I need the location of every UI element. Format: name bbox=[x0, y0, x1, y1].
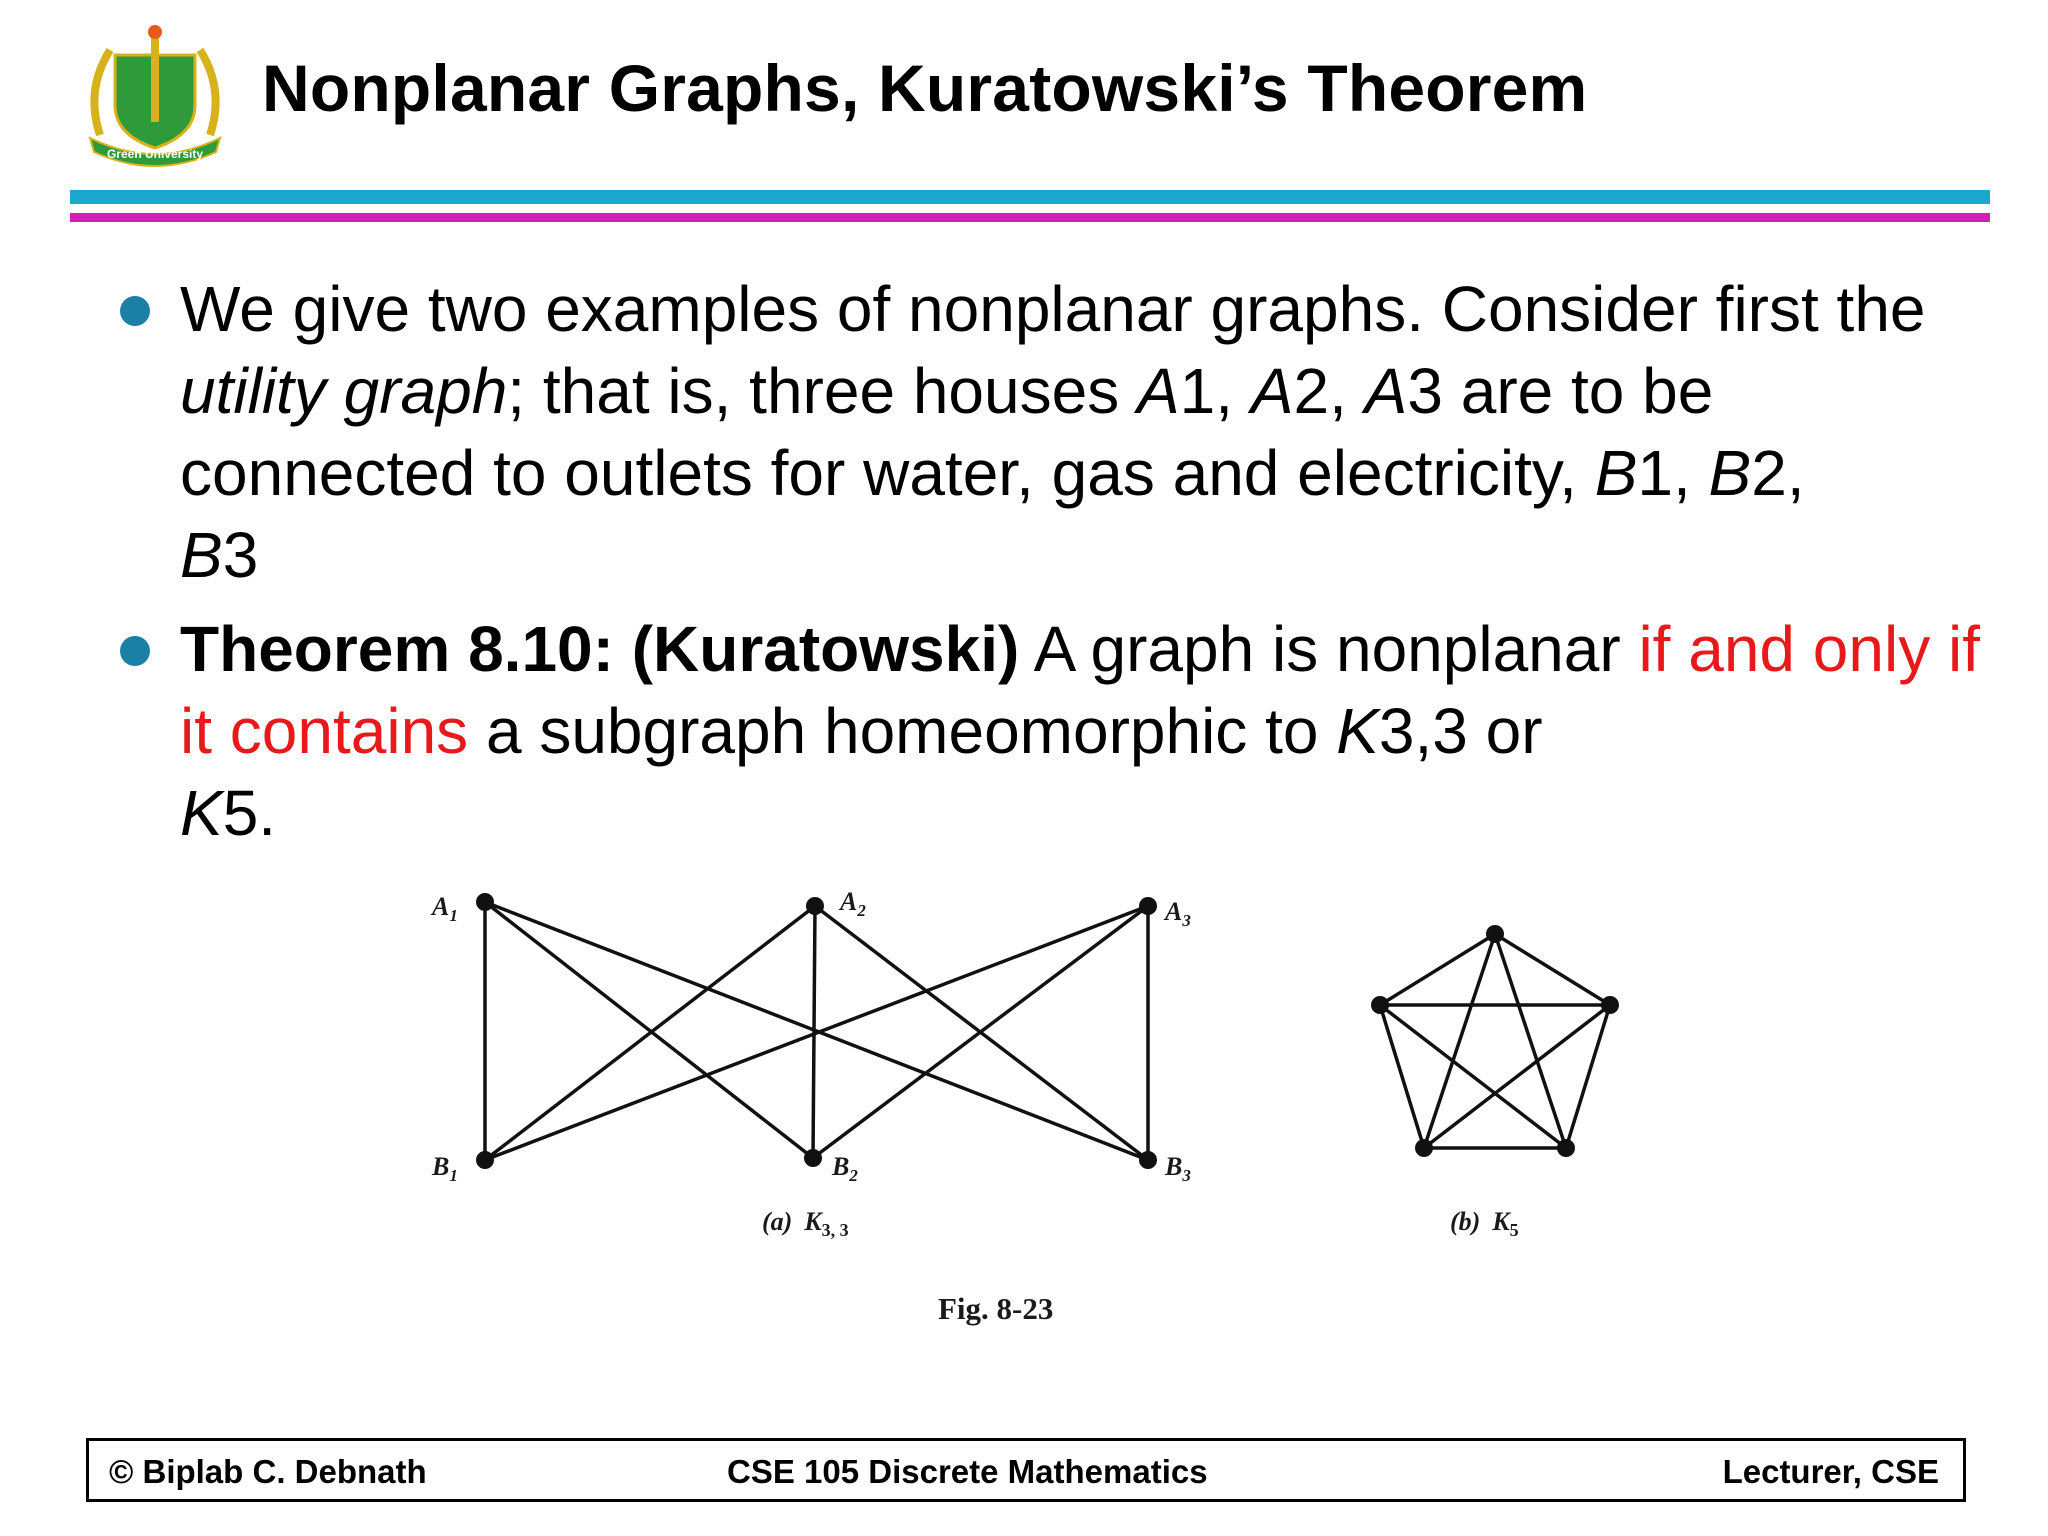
footer-course: CSE 105 Discrete Mathematics bbox=[727, 1453, 1208, 1490]
k5-graph bbox=[1380, 934, 1610, 1148]
text-run: 2, bbox=[1293, 355, 1365, 427]
header-rule-magenta bbox=[70, 213, 1990, 222]
vertex-b1 bbox=[476, 1151, 494, 1169]
text-run: 3 are to be connected to outlets for water, gas and electricity, bbox=[180, 355, 1714, 509]
text-run: 5. bbox=[222, 777, 277, 849]
k33-edge bbox=[485, 902, 813, 1158]
vertex-a3 bbox=[1139, 897, 1157, 915]
k5-vertex bbox=[1601, 996, 1619, 1014]
k5-vertex bbox=[1486, 925, 1504, 943]
k5-edge bbox=[1380, 1005, 1424, 1148]
k33-caption: (a) $K_{3, 3}$ bbox=[762, 1207, 849, 1240]
k5-edge bbox=[1380, 1005, 1566, 1148]
bullet-list bbox=[120, 268, 1990, 866]
k5-edge bbox=[1424, 934, 1495, 1148]
k5-edge bbox=[1424, 1005, 1610, 1148]
text-run: 2, bbox=[1751, 437, 1805, 509]
vertex-b2 bbox=[804, 1149, 822, 1167]
k5-vertex bbox=[1557, 1139, 1575, 1157]
text-run-italic: K bbox=[1336, 695, 1379, 767]
logo-flame bbox=[148, 25, 162, 39]
text-run-italic: K bbox=[180, 777, 223, 849]
vertex-a1 bbox=[476, 893, 494, 911]
text-run-italic: A bbox=[1364, 355, 1408, 427]
logo-ribbon-text: Green University bbox=[106, 147, 204, 161]
text-run: ; that is, three houses bbox=[507, 355, 1137, 427]
label-a3: $A_3$ bbox=[1165, 897, 1191, 930]
k5-vertex bbox=[1371, 996, 1389, 1014]
logo-laurel-left bbox=[94, 50, 110, 135]
header-rule-gap bbox=[70, 204, 1990, 213]
label-a1: $A_1$ bbox=[432, 892, 458, 925]
k5-edge bbox=[1566, 1005, 1610, 1148]
label-a2: $A_2$ bbox=[840, 887, 866, 920]
k5-edge bbox=[1495, 934, 1610, 1005]
header-rule-cyan bbox=[70, 190, 1990, 204]
k33-graph bbox=[485, 902, 1148, 1160]
k5-caption: (b) $K_5$ bbox=[1450, 1207, 1519, 1240]
text-run-italic: A bbox=[1250, 355, 1294, 427]
text-run-italic: A bbox=[1136, 355, 1180, 427]
bullet-dot bbox=[120, 296, 150, 326]
k5-edge bbox=[1495, 934, 1566, 1148]
text-run-italic: B bbox=[1708, 437, 1752, 509]
figure-number: Fig. 8-23 bbox=[938, 1291, 1054, 1326]
bullet-text bbox=[180, 613, 1980, 849]
text-run: a subgraph homeomorphic to bbox=[468, 695, 1337, 767]
k5-edge bbox=[1380, 934, 1495, 1005]
theorem-label: Theorem 8.10: (Kuratowski) bbox=[180, 613, 1020, 685]
vertex-a2 bbox=[806, 897, 824, 915]
footer-author: © Biplab C. Debnath bbox=[109, 1453, 427, 1490]
text-run-italic: B bbox=[1594, 437, 1638, 509]
slide-footer bbox=[86, 1438, 1966, 1502]
text-run: 3 bbox=[222, 519, 259, 591]
footer-role: Lecturer, CSE bbox=[1722, 1453, 1939, 1490]
bullet-dot bbox=[120, 636, 150, 666]
bullet-text bbox=[180, 273, 1926, 591]
text-run: A graph is nonplanar bbox=[1019, 613, 1639, 685]
label-b3: $B_3$ bbox=[1165, 1152, 1191, 1185]
k5-vertices bbox=[1371, 925, 1619, 1157]
text-run-highlight: if and only if it contains bbox=[180, 613, 1980, 767]
logo-laurel-right bbox=[200, 50, 216, 135]
text-run: We give two examples of nonplanar graphs. Consider first the bbox=[180, 273, 1926, 345]
text-run-italic: utility graph bbox=[180, 355, 508, 427]
slide-title: Nonplanar Graphs, Kuratowski’s Theorem bbox=[262, 51, 1588, 125]
label-b1: $B_1$ bbox=[432, 1152, 458, 1185]
figure-8-23 bbox=[420, 880, 1660, 1360]
university-logo bbox=[80, 20, 230, 170]
text-run: 1, bbox=[1179, 355, 1251, 427]
text-run: 3,3 or bbox=[1378, 695, 1543, 767]
bullet-kuratowski-theorem bbox=[120, 608, 1990, 854]
text-run-italic: B bbox=[180, 519, 223, 591]
label-b2: $B_2$ bbox=[832, 1152, 858, 1185]
bullet-utility-graph bbox=[120, 268, 1990, 596]
k5-vertex bbox=[1415, 1139, 1433, 1157]
logo-torch bbox=[151, 32, 159, 122]
vertex-b3 bbox=[1139, 1151, 1157, 1169]
text-run: 1, bbox=[1637, 437, 1709, 509]
